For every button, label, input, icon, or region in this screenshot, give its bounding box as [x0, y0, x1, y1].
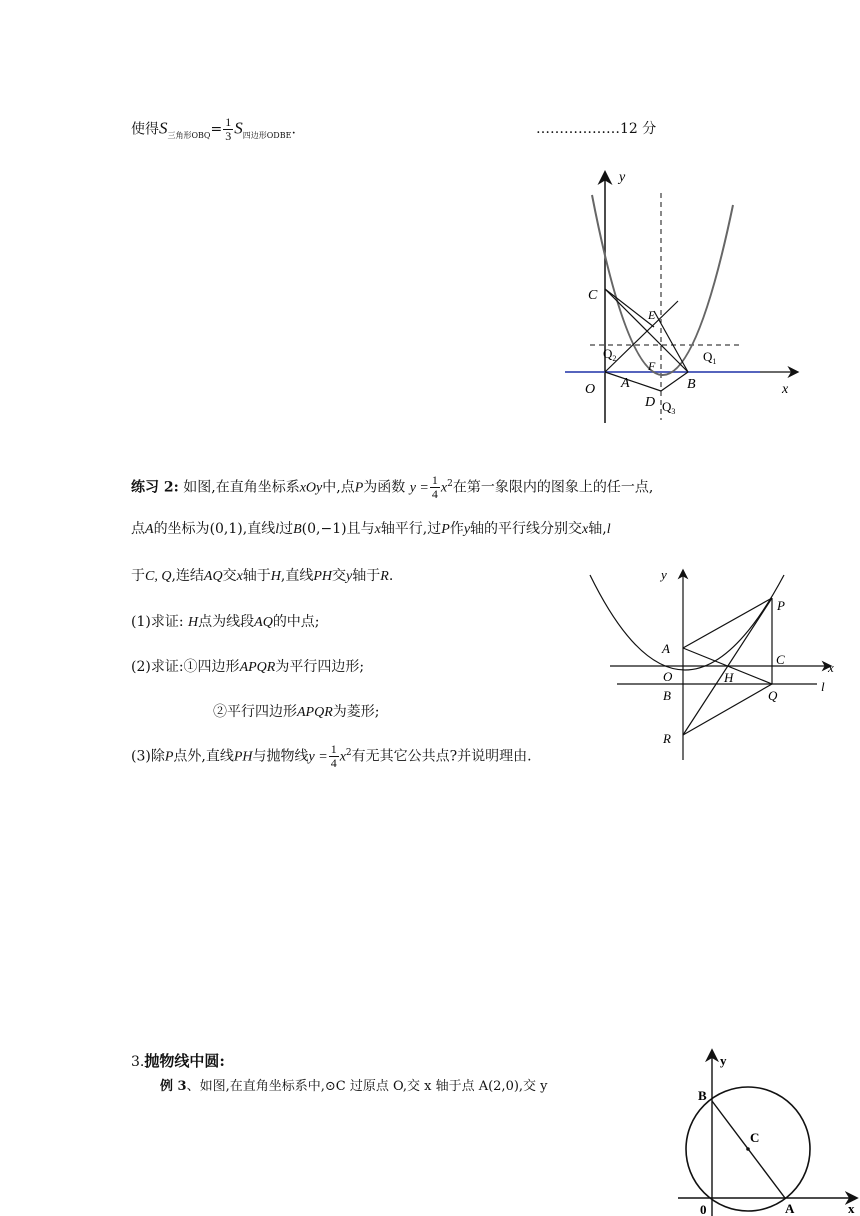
label-O: 0	[700, 1202, 707, 1216]
question-3: (3)除P点外,直线PH与抛物线y = $\frac{1}{4}$ $x^2$有无其它公共点?并说明理由.	[131, 742, 532, 770]
label-P: P	[777, 598, 785, 613]
center-dot	[746, 1147, 750, 1151]
label-D: D	[645, 395, 656, 410]
label-l: l	[821, 679, 825, 694]
parabola-figure-1	[560, 165, 810, 430]
example3-text: 例 3、如图,在直角坐标系中,⊙C 过原点 O,交 x 轴于点 A(2,0),交 y	[160, 1079, 548, 1094]
parabola-figure-2	[585, 565, 840, 765]
exercise2-line3: 于C, Q,连结AQ交x轴于H,直线PH交y轴于R.	[131, 568, 394, 584]
condition-line: 使得$S_{三角形OBQ}=$ $\frac{1}{3}$ $S_{四边形ODBE}$.	[131, 115, 296, 143]
label-B: B	[698, 1088, 707, 1103]
label-x: x	[848, 1201, 855, 1216]
label-C: C	[750, 1130, 760, 1145]
fraction-one-third: $\frac{1}{3}$	[225, 115, 232, 143]
label-R: R	[663, 731, 671, 746]
exercise2-line1: 练习 2: 如图,在直角坐标系xOy中,点P为函数 y = $\frac{1}{4}$ $x^2$在第一象限内的图象上的任一点,	[131, 473, 654, 501]
parabola-curve	[590, 575, 784, 670]
label-C: C	[776, 652, 785, 667]
segment-EB	[654, 311, 688, 372]
label-y: y	[720, 1053, 727, 1068]
score-marker: ………………12 分	[536, 121, 657, 137]
label-B: B	[663, 688, 671, 703]
question-1: (1)求证: H点为线段AQ的中点;	[131, 614, 320, 630]
segment-RQ	[683, 684, 772, 735]
segment-OD	[605, 372, 661, 391]
label-A: A	[621, 376, 630, 391]
label-C: C	[588, 288, 598, 303]
label-E: E	[648, 308, 656, 322]
section3-heading: 3.抛物线中圆:	[131, 1052, 225, 1070]
segment-AP	[683, 598, 772, 648]
label-F: F	[648, 359, 656, 373]
label-Q: Q	[768, 688, 778, 703]
label-Q3: $Q_3$	[662, 399, 676, 416]
label-y: y	[661, 567, 667, 582]
label-Q1: $Q_1$	[703, 349, 717, 366]
circle-figure	[670, 1045, 860, 1216]
label-A: A	[785, 1201, 795, 1216]
label-Q2: $Q_2$	[603, 346, 617, 363]
label-A: A	[662, 641, 670, 656]
label-y: y	[619, 170, 626, 185]
segment-CE	[605, 289, 654, 327]
question-2: (2)求证:①四边形APQR为平行四边形;	[131, 659, 365, 675]
label-O: O	[663, 669, 673, 684]
question-2b: ②平行四边形APQR为菱形;	[213, 704, 380, 720]
label-H: H	[724, 670, 734, 685]
label-O: O	[585, 382, 596, 397]
label-x: x	[782, 382, 789, 397]
exercise2-line2: 点A的坐标为(0,1),直线l过B(0,−1)且与x轴平行,过P作y轴的平行线分别交x轴,l	[131, 521, 611, 537]
label-x: x	[828, 660, 834, 675]
label-B: B	[687, 377, 696, 392]
